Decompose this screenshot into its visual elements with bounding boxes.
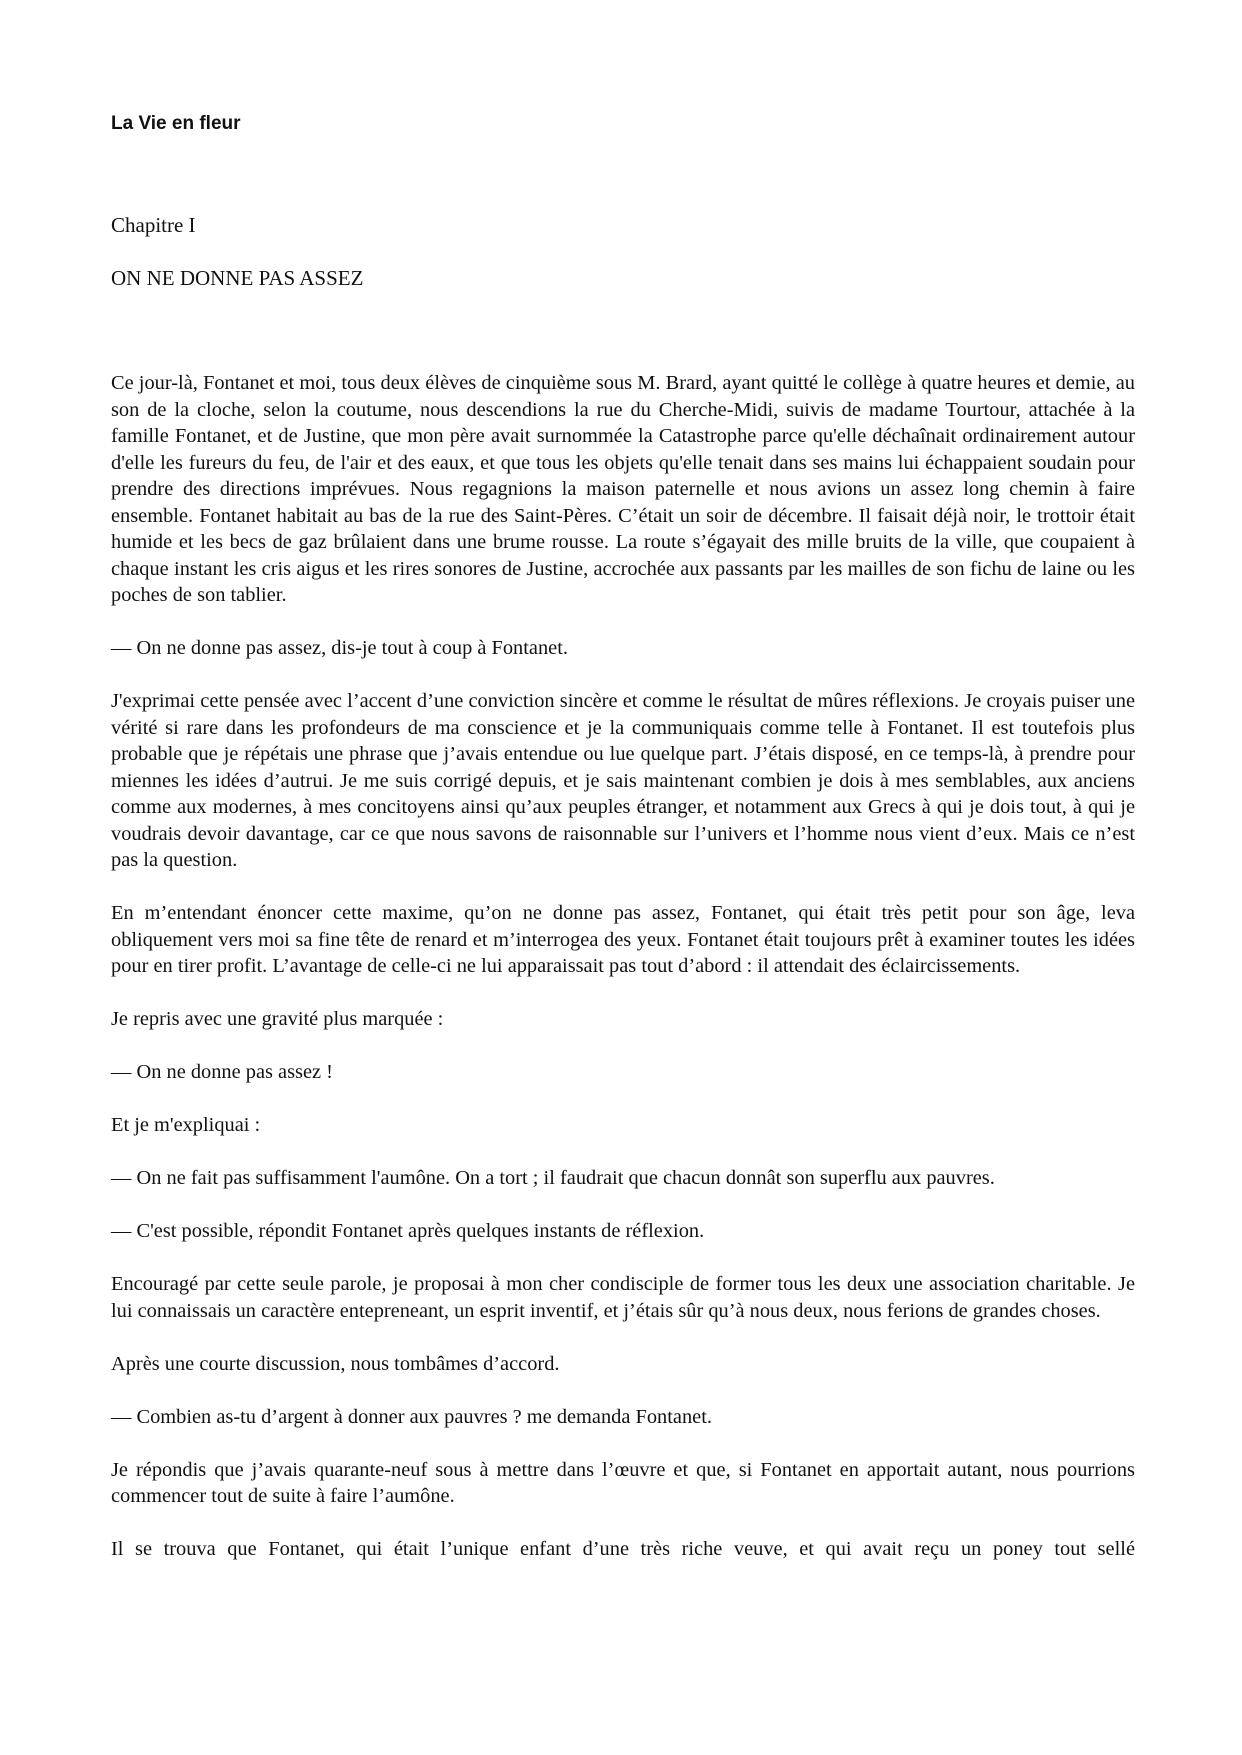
chapter-body: [111, 370, 1135, 1589]
paragraph: J'exprimai cette pensée avec l’accent d’une conviction sincère et comme le résultat de mûres réflexions. Je croyais puiser une vérité si rare dans les profondeurs de ma conscience et je la communiquais comme telle à Fontanet. Il est toutefois plus probable que je répétais une phrase que j’avais entendue ou lue quelque part. J’étais disposé, en ce temps-là, à prendre pour miennes les idées d’autrui. Je me suis corrigé depuis, et je sais maintenant combien je dois à mes semblables, aux anciens comme aux modernes, à mes concitoyens ainsi qu’aux peuples étranger, et notamment aux Grecs à qui je dois tout, à qui je voudrais devoir davantage, car ce que nous savons de raisonnable sur l’univers et l’homme nous vient d’eux. Mais ce n’est pas la question.: [111, 690, 1135, 871]
paragraph: En m’entendant énoncer cette maxime, qu’on ne donne pas assez, Fontanet, qui était très petit pour son âge, leva obliquement vers moi sa fine tête de renard et m’interrogea des yeux. Fontanet était toujours prêt à examiner toutes les idées pour en tirer profit. L’avantage de celle-ci ne lui apparaissait pas tout d’abord : il attendait des éclaircissements.: [111, 902, 1135, 977]
document-title: La Vie en fleur: [111, 113, 241, 134]
paragraph: — Combien as-tu d’argent à donner aux pauvres ? me demanda Fontanet.: [111, 1405, 712, 1428]
chapter-title: ON NE DONNE PAS ASSEZ: [111, 266, 364, 290]
paragraph: Je répondis que j’avais quarante-neuf sous à mettre dans l’œuvre et que, si Fontanet en apportait autant, nous pourrions commencer tout de suite à faire l’aumône.: [111, 1458, 1135, 1507]
paragraph: — On ne donne pas assez, dis-je tout à coup à Fontanet.: [111, 637, 568, 659]
paragraph: — On ne donne pas assez !: [111, 1061, 333, 1083]
paragraph: — On ne fait pas suffisamment l'aumône. On a tort ; il faudrait que chacun donnât son superflu aux pauvres.: [111, 1167, 995, 1189]
paragraph: Il se trouva que Fontanet, qui était l’unique enfant d’une très riche veuve, et qui avait reçu un poney tout sellé: [111, 1538, 1135, 1560]
paragraph: Encouragé par cette seule parole, je proposai à mon cher condisciple de former tous les deux une association charitable. Je lui connaissais un caractère entepreneant, un esprit inventif, et j’étais sûr qu’à nous deux, nous ferions de grandes choses.: [111, 1273, 1135, 1322]
paragraph: Après une courte discussion, nous tombâmes d’accord.: [111, 1352, 560, 1375]
chapter-number: Chapitre I: [111, 213, 196, 237]
paragraph: — C'est possible, répondit Fontanet après quelques instants de réflexion.: [111, 1220, 705, 1242]
paragraph: Ce jour-là, Fontanet et moi, tous deux élèves de cinquième sous M. Brard, ayant quitté le collège à quatre heures et demie, au son de la cloche, selon la coutume, nous descendions la rue du Cherche-Midi, suivis de madame Tourtour, attachée à la famille Fontanet, et de Justine, que mon père avait surnommée la Catastrophe parce qu'elle déchaînait ordinairement autour d'elle les fureurs du feu, de l'air et des eaux, et que tous les objets qu'elle tenait dans ses mains lui échappaient soudain pour prendre des directions imprévues. Nous regagnions la maison paternelle et nous avions un assez long chemin à faire ensemble. Fontanet habitait au bas de la rue des Saint-Pères. C’était un soir de décembre. Il faisait déjà noir, le trottoir était humide et les becs de gaz brûlaient dans une brume rousse. La route s’égayait des mille bruits de la ville, que coupaient à chaque instant les cris aigus et les rires sonores de Justine, accrochée aux passants par les mailles de son fichu de laine ou les poches de son tablier.: [111, 372, 1135, 606]
document-page: [111, 0, 1135, 1755]
paragraph: Et je m'expliquai :: [111, 1114, 261, 1136]
paragraph: Je repris avec une gravité plus marquée :: [111, 1008, 444, 1030]
